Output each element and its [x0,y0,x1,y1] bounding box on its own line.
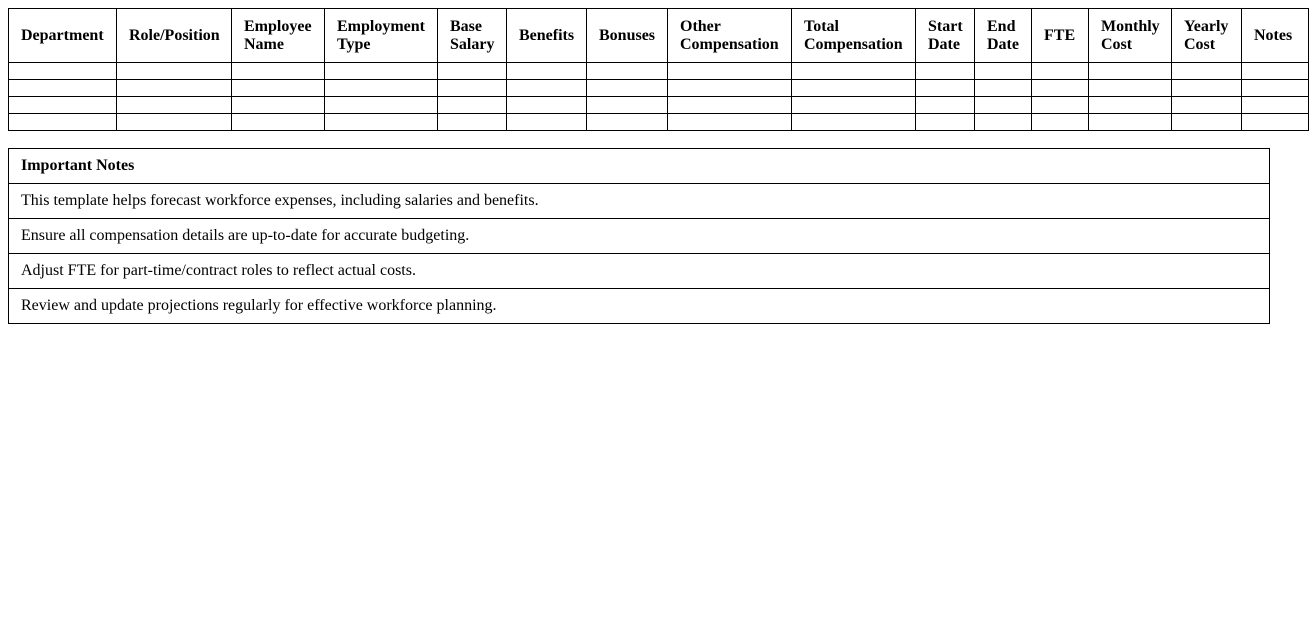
table-cell[interactable] [9,97,117,114]
table-cell[interactable] [117,97,232,114]
header-other-compensation: Other Compensation [668,9,792,63]
table-cell[interactable] [1242,97,1309,114]
note-row [9,289,1270,324]
workforce-table [8,8,1309,131]
note-item: Review and update projections regularly for effective workforce planning. [9,289,1270,324]
header-end-date: End Date [975,9,1032,63]
table-cell[interactable] [325,63,438,80]
table-cell[interactable] [792,114,916,131]
table-cell[interactable] [438,80,507,97]
table-cell[interactable] [792,80,916,97]
header-employment-type: Employment Type [325,9,438,63]
table-cell[interactable] [507,114,587,131]
table-cell[interactable] [792,63,916,80]
table-body [9,63,1309,131]
table-cell[interactable] [232,114,325,131]
header-row [9,9,1309,63]
note-item: This template helps forecast workforce expenses, including salaries and benefits. [9,184,1270,219]
header-role-position: Role/Position [117,9,232,63]
table-cell[interactable] [587,97,668,114]
header-notes: Notes [1242,9,1309,63]
notes-title: Important Notes [9,149,1270,184]
table-cell[interactable] [1032,114,1089,131]
table-cell[interactable] [325,80,438,97]
table-cell[interactable] [668,114,792,131]
note-row [9,219,1270,254]
table-cell[interactable] [916,114,975,131]
note-item: Ensure all compensation details are up-to-date for accurate budgeting. [9,219,1270,254]
note-row [9,184,1270,219]
table-cell[interactable] [1089,63,1172,80]
table-cell[interactable] [325,97,438,114]
important-notes [8,148,1270,324]
header-yearly-cost: Yearly Cost [1172,9,1242,63]
table-cell[interactable] [916,97,975,114]
table-cell[interactable] [1032,97,1089,114]
table-row [9,97,1309,114]
table-cell[interactable] [1172,63,1242,80]
table-cell[interactable] [975,63,1032,80]
table-cell[interactable] [232,63,325,80]
header-base-salary: Base Salary [438,9,507,63]
table-cell[interactable] [232,97,325,114]
table-cell[interactable] [975,80,1032,97]
table-cell[interactable] [1172,80,1242,97]
table-cell[interactable] [587,114,668,131]
table-cell[interactable] [668,97,792,114]
header-bonuses: Bonuses [587,9,668,63]
table-cell[interactable] [438,97,507,114]
table-cell[interactable] [792,97,916,114]
note-item: Adjust FTE for part-time/contract roles to reflect actual costs. [9,254,1270,289]
table-cell[interactable] [438,63,507,80]
table-cell[interactable] [9,80,117,97]
header-employee-name: Employee Name [232,9,325,63]
table-cell[interactable] [668,80,792,97]
table-row [9,80,1309,97]
table-cell[interactable] [975,114,1032,131]
table-cell[interactable] [1032,80,1089,97]
table-cell[interactable] [438,114,507,131]
table-cell[interactable] [507,63,587,80]
table-cell[interactable] [507,97,587,114]
table-cell[interactable] [117,80,232,97]
table-row [9,114,1309,131]
table-cell[interactable] [1089,80,1172,97]
note-row [9,254,1270,289]
workforce-table-container [8,8,1293,131]
table-cell[interactable] [232,80,325,97]
table-cell[interactable] [1242,80,1309,97]
table-cell[interactable] [9,63,117,80]
header-total-compensation: Total Compensation [792,9,916,63]
table-cell[interactable] [587,63,668,80]
table-cell[interactable] [507,80,587,97]
table-cell[interactable] [587,80,668,97]
header-benefits: Benefits [507,9,587,63]
table-cell[interactable] [1242,63,1309,80]
header-monthly-cost: Monthly Cost [1089,9,1172,63]
table-cell[interactable] [916,63,975,80]
table-row [9,63,1309,80]
table-cell[interactable] [1089,97,1172,114]
table-cell[interactable] [1172,97,1242,114]
header-start-date: Start Date [916,9,975,63]
notes-title-row [9,149,1270,184]
table-cell[interactable] [916,80,975,97]
table-cell[interactable] [325,114,438,131]
table-cell[interactable] [1032,63,1089,80]
table-cell[interactable] [1172,114,1242,131]
table-cell[interactable] [1242,114,1309,131]
table-cell[interactable] [1089,114,1172,131]
header-fte: FTE [1032,9,1089,63]
table-cell[interactable] [975,97,1032,114]
header-department: Department [9,9,117,63]
table-cell[interactable] [668,63,792,80]
table-cell[interactable] [9,114,117,131]
table-cell[interactable] [117,114,232,131]
table-cell[interactable] [117,63,232,80]
